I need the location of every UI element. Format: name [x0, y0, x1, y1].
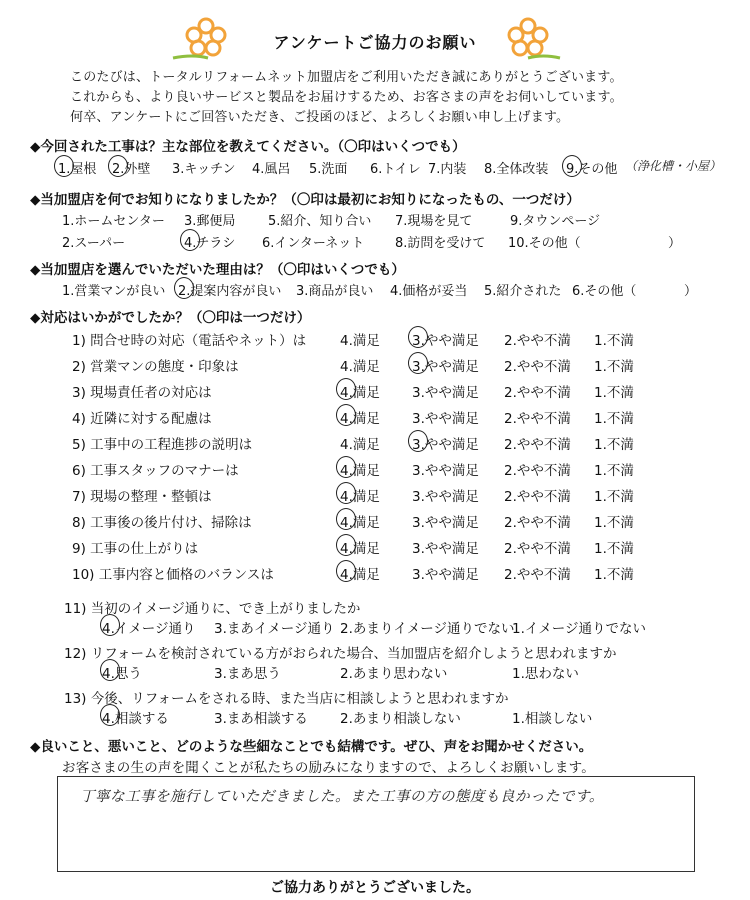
rating-answer-circle [336, 456, 356, 478]
q13-option-3[interactable]: 3.まあ相談する [214, 711, 308, 727]
q2-answer-circle-4 [180, 229, 200, 251]
intro-line-3: 何卒、アンケートにご回答いただき、ご投函のほど、よろしくお願い申し上げます。 [70, 110, 570, 125]
q13-option-2[interactable]: 2.あまり相談しない [340, 711, 461, 727]
rating-row-label: 7) 現場の整理・整頓は [72, 489, 212, 505]
q12-answer-circle-4 [100, 659, 120, 681]
q4-heading: ◆対応はいかがでしたか？（〇印は一つだけ） [30, 310, 311, 326]
rating-row-label: 10) 工事内容と価格のバランスは [72, 567, 274, 583]
rating-option[interactable]: 3.やや満足 [412, 359, 479, 375]
rating-option[interactable]: 3.やや満足 [412, 515, 479, 531]
q2-option-flyer[interactable]: 4.チラシ [184, 236, 236, 251]
rating-option[interactable]: 3.やや満足 [412, 489, 479, 505]
q1-option-kitchen[interactable]: 3.キッチン [172, 162, 236, 177]
rating-row-label: 2) 営業マンの態度・印象は [72, 359, 239, 375]
q3-answer-circle-2 [174, 277, 194, 299]
rating-option[interactable]: 1.不満 [594, 333, 634, 349]
q11-option-3[interactable]: 3.まあイメージ通り [214, 621, 335, 637]
rating-row-label: 5) 工事中の工程進捗の説明は [72, 437, 253, 453]
rating-row-label: 9) 工事の仕上がりは [72, 541, 199, 557]
q1-other-handwritten: （浄化槽・小屋） [625, 159, 722, 173]
rating-option[interactable]: 4.満足 [340, 567, 380, 583]
q2-option-other[interactable]: 10.その他（ [508, 236, 581, 251]
q1-heading: ◆今回された工事は？主な部位を教えてください。（〇印はいくつでも） [30, 139, 466, 155]
q3-option-referred[interactable]: 5.紹介された [484, 284, 562, 299]
rating-option[interactable]: 2.やや不満 [504, 541, 571, 557]
q11-answer-circle-4 [100, 614, 120, 636]
rating-option[interactable]: 4.満足 [340, 411, 380, 427]
rating-option[interactable]: 2.やや不満 [504, 411, 571, 427]
rating-answer-circle [408, 430, 428, 452]
rating-option[interactable]: 1.不満 [594, 437, 634, 453]
rating-option[interactable]: 2.やや不満 [504, 333, 571, 349]
rating-option[interactable]: 4.満足 [340, 333, 380, 349]
rating-answer-circle [336, 482, 356, 504]
q1-option-other[interactable]: 9.その他 [566, 162, 618, 177]
comments-subheading: お客さまの生の声を聞くことが私たちの励みになりますので、よろしくお願いします。 [62, 760, 595, 776]
q11-option-2[interactable]: 2.あまりイメージ通りでない [340, 621, 515, 637]
rating-row-label: 1) 問合せ時の対応（電話やネット）は [72, 333, 307, 349]
rating-option[interactable]: 4.満足 [340, 489, 380, 505]
q11-label: 11) 当初のイメージ通りに、でき上がりましたか [64, 601, 361, 617]
q1-option-exterior-wall[interactable]: 2.外壁 [112, 162, 151, 177]
q2-option-visited[interactable]: 8.訪問を受けて [395, 236, 486, 251]
rating-answer-circle [336, 534, 356, 556]
q3-option-price[interactable]: 4.価格が妥当 [390, 284, 468, 299]
rating-option[interactable]: 2.やや不満 [504, 567, 571, 583]
rating-option[interactable]: 3.やや満足 [412, 437, 479, 453]
comments-heading: ◆良いこと、悪いこと、どのような些細なことでも結構です。ぜひ、声をお聞かせください。 [30, 739, 593, 755]
q3-option-product[interactable]: 3.商品が良い [296, 284, 374, 299]
q13-label: 13) 今後、リフォームをされる時、また当店に相談しようと思われますか [64, 691, 509, 707]
rating-option[interactable]: 2.やや不満 [504, 463, 571, 479]
rating-option[interactable]: 2.やや不満 [504, 515, 571, 531]
q3-heading: ◆当加盟店を選んでいただいた理由は？（〇印はいくつでも） [30, 262, 405, 278]
comment-handwritten-text: 丁寧な工事を施行していただきました。また工事の方の態度も良かったです。 [80, 789, 604, 805]
rating-option[interactable]: 1.不満 [594, 515, 634, 531]
rating-option[interactable]: 2.やや不満 [504, 385, 571, 401]
rating-option[interactable]: 3.やや満足 [412, 541, 479, 557]
rating-option[interactable]: 1.不満 [594, 411, 634, 427]
rating-answer-circle [336, 404, 356, 426]
q2-option-saw-site[interactable]: 7.現場を見て [395, 214, 473, 229]
q11-option-4[interactable]: 4.イメージ通り [102, 621, 196, 637]
rating-row-label: 3) 現場責任者の対応は [72, 385, 212, 401]
rating-option[interactable]: 3.やや満足 [412, 411, 479, 427]
rating-answer-circle [336, 508, 356, 530]
q2-option-home-center[interactable]: 1.ホームセンター [62, 214, 165, 229]
q1-answer-circle-9 [562, 155, 582, 177]
rating-option[interactable]: 2.やや不満 [504, 489, 571, 505]
intro-line-2: これからも、より良いサービスと製品をお届けするため、お客さまの声をお伺いしています。 [70, 90, 623, 105]
thanks-message: ご協力ありがとうございました。 [270, 880, 480, 896]
rating-option[interactable]: 3.やや満足 [412, 333, 479, 349]
q3-option-sales-rep[interactable]: 1.営業マンが良い [62, 284, 166, 299]
rating-row-label: 4) 近隣に対する配慮は [72, 411, 212, 427]
q12-label: 12) リフォームを検討されている方がおられた場合、当加盟店を紹介しようと思われますか [64, 646, 617, 662]
q12-option-2[interactable]: 2.あまり思わない [340, 666, 448, 682]
q1-option-roof[interactable]: 1.屋根 [58, 162, 97, 177]
q12-option-3[interactable]: 3.まあ思う [214, 666, 281, 682]
q2-option-town-page[interactable]: 9.タウンページ [510, 214, 601, 229]
rating-answer-circle [336, 560, 356, 582]
page-title: アンケートご協力のお願い [273, 33, 477, 52]
q13-option-4[interactable]: 4.相談する [102, 711, 169, 727]
rating-option[interactable]: 3.やや満足 [412, 567, 479, 583]
q13-answer-circle-4 [100, 704, 120, 726]
q13-option-1[interactable]: 1.相談しない [512, 711, 593, 727]
q2-option-post-office[interactable]: 3.郵便局 [184, 214, 236, 229]
rating-option[interactable]: 2.やや不満 [504, 437, 571, 453]
rating-option[interactable]: 4.満足 [340, 463, 380, 479]
q11-option-1[interactable]: 1.イメージ通りでない [512, 621, 646, 637]
q1-answer-circle-1 [54, 155, 74, 177]
rating-answer-circle [336, 378, 356, 400]
q2-option-referral[interactable]: 5.紹介、知り合い [268, 214, 372, 229]
q2-heading: ◆当加盟店を何でお知りになりましたか？（〇印は最初にお知りになったもの、一つだけ） [30, 192, 580, 208]
q2-option-internet[interactable]: 6.インターネット [262, 236, 365, 251]
q1-option-bath[interactable]: 4.風呂 [252, 162, 291, 177]
q1-answer-circle-2 [108, 155, 128, 177]
q2-option-supermarket[interactable]: 2.スーパー [62, 236, 126, 251]
rating-option[interactable]: 1.不満 [594, 359, 634, 375]
rating-option[interactable]: 4.満足 [340, 359, 380, 375]
rating-option[interactable]: 1.不満 [594, 489, 634, 505]
q3-option-proposal[interactable]: 2.提案内容が良い [178, 284, 282, 299]
rating-option[interactable]: 3.やや満足 [412, 385, 479, 401]
rating-option[interactable]: 1.不満 [594, 541, 634, 557]
rating-option[interactable]: 4.満足 [340, 437, 380, 453]
q2-option-other-close: ） [668, 236, 682, 251]
rating-option[interactable]: 1.不満 [594, 463, 634, 479]
rating-option[interactable]: 4.満足 [340, 515, 380, 531]
q12-option-1[interactable]: 1.思わない [512, 666, 579, 682]
q1-option-interior[interactable]: 7.内装 [428, 162, 467, 177]
rating-option[interactable]: 1.不満 [594, 385, 634, 401]
intro-line-1: このたびは、トータルリフォームネット加盟店をご利用いただき誠にありがとうございます。 [70, 70, 623, 85]
q1-option-toilet[interactable]: 6.トイレ [370, 162, 421, 177]
rating-answer-circle [408, 326, 428, 348]
q3-option-other[interactable]: 6.その他（ [572, 284, 637, 299]
rating-row-label: 8) 工事後の後片付け、掃除は [72, 515, 252, 531]
rating-option[interactable]: 2.やや不満 [504, 359, 571, 375]
rating-row-label: 6) 工事スタッフのマナーは [72, 463, 239, 479]
q3-option-other-close: ） [684, 284, 698, 299]
q1-option-washroom[interactable]: 5.洗面 [309, 162, 348, 177]
q12-option-4[interactable]: 4.思う [102, 666, 142, 682]
rating-option[interactable]: 1.不満 [594, 567, 634, 583]
rating-option[interactable]: 4.満足 [340, 541, 380, 557]
rating-answer-circle [408, 352, 428, 374]
rating-option[interactable]: 3.やや満足 [412, 463, 479, 479]
q1-option-full-renovation[interactable]: 8.全体改装 [484, 162, 549, 177]
rating-option[interactable]: 4.満足 [340, 385, 380, 401]
